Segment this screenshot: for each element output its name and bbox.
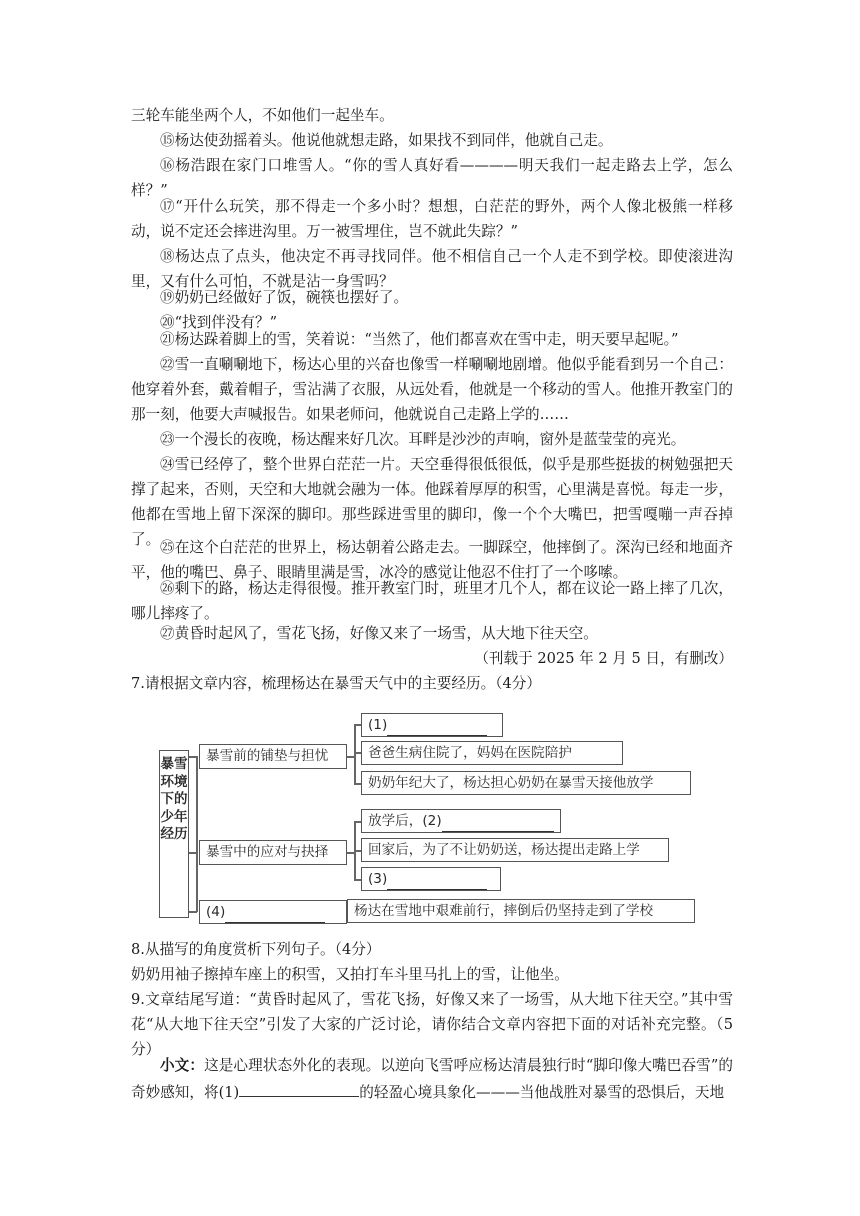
paragraph-17: ⑰“开什么玩笑，那不得走一个多小时？想想，白茫茫的野外，两个人像北极熊一样移动，说不定还会摔进沟里。万一被雪埋住，岂不就此失踪？” <box>131 198 733 240</box>
branch-during-storm: 暴雪中的应对与抉择 <box>199 840 347 865</box>
leaf-struggle-forward: 杨达在雪地中艰难前行，摔倒后仍坚持走到了学校 <box>347 899 695 923</box>
answer-blank-1[interactable] <box>239 1078 359 1097</box>
blank-2-label: 放学后，(2) <box>368 813 442 829</box>
paragraph-15: ⑮杨达使劲摇着头。他说他就想走路，如果找不到同伴，他就自己走。 <box>160 132 613 149</box>
paragraph-16: ⑯杨浩跟在家门口堆雪人。“你的雪人真好看————明天我们一起走路去上学，怎么样？” <box>131 157 733 199</box>
paragraph-20: ⑳“找到伴没有？” <box>160 314 278 331</box>
question-7: 7.请根据文章内容，梳理杨达在暴雪天气中的主要经历。（4分） <box>131 675 541 692</box>
blank-3-line <box>387 873 487 890</box>
paragraph-22: ㉒雪一直唰唰地下，杨达心里的兴奋也像雪一样唰唰地剧增。他似乎能看到另一个自己：他穿着外套，戴着帽子，雪沾满了衣服，从远处看，他就是一个移动的雪人。他推开教室门的那一刻，他要大声喊报告。如果老师问，他就说自己走路上学的…… <box>131 356 733 423</box>
blank-4-line <box>225 906 325 923</box>
blank-1[interactable] <box>361 713 503 737</box>
dialogue-text-b: 的轻盈心境具象化———当他战胜对暴雪的恐惧后，天地 <box>359 1084 725 1101</box>
blank-2[interactable] <box>361 809 561 833</box>
paragraph-26: ㉖剩下的路，杨达走得很慢。推开教室门时，班里才几个人，都在议论一路上摔了几次，哪儿摔疼了。 <box>131 580 733 622</box>
blank-2-line <box>442 815 554 832</box>
diagram-root: 暴雪环境下的少年经历 <box>159 750 189 918</box>
blank-1-label: (1) <box>368 717 388 733</box>
blank-3[interactable] <box>361 867 501 891</box>
leaf-grandma-worry: 奶奶年纪大了，杨达担心奶奶在暴雪天接他放学 <box>361 771 691 795</box>
blank-3-label: (3) <box>368 871 388 887</box>
question-9-dialogue <box>131 1053 733 1105</box>
connector <box>354 724 356 784</box>
paragraph-19: ⑲奶奶已经做好了饭，碗筷也摆好了。 <box>160 289 409 306</box>
paragraph-21: ㉑杨达跺着脚上的雪，笑着说：“当然了，他们都喜欢在雪中走，明天要早起呢。” <box>160 331 679 348</box>
branch-before-storm: 暴雪前的铺垫与担忧 <box>199 744 347 769</box>
leaf-walk-to-school: 回家后，为了不让奶奶送，杨达提出走路上学 <box>361 838 669 862</box>
paragraph-27: ㉗黄昏时起风了，雪花飞扬，好像又来了一场雪，从大地下往天空。 <box>160 625 598 642</box>
paragraph-continuation: 三轮车能坐两个人，不如他们一起坐车。 <box>131 107 394 124</box>
paragraph-24: ㉔雪已经停了，整个世界白茫茫一片。天空垂得很低很低，似乎是那些挺拔的树勉强把天撑了起来，否则，天空和大地就会融为一体。他踩着厚厚的积雪，心里满是喜悦。每走一步，他都在雪地上留下深深的脚印。那些踩进雪里的脚印，像一个个大嘴巴，把雪嘎嘣一声吞掉了。 <box>131 456 733 548</box>
paragraph-23: ㉓一个漫长的夜晚，杨达醒来好几次。耳畔是沙沙的声响，窗外是蓝莹莹的亮光。 <box>160 431 686 448</box>
connector <box>196 756 198 912</box>
dialogue-text-a: 这是心理状态外化的表现。以逆向飞雪呼应杨达清晨独行时“脚印像大嘴巴吞雪”的奇妙感知，将(1) <box>131 1057 733 1101</box>
paragraph-18: ⑱杨达点了点头，他决定不再寻找同伴。他不相信自己一个人走不到学校。即使滚进沟里，又有什么可怕，不就是沾一身雪吗？ <box>131 248 733 290</box>
blank-4[interactable] <box>199 900 347 924</box>
blank-1-line <box>387 719 487 736</box>
paragraph-25: ㉕在这个白茫茫的世界上，杨达朝着公路走去。一脚踩空，他摔倒了。深沟已经和地面齐平，他的嘴巴、鼻子、眼睛里满是雪，冰冷的感觉让他忍不住打了一个哆嗦。 <box>131 539 733 581</box>
question-9: 9.文章结尾写道：“黄昏时起风了，雪花飞扬，好像又来了一场雪，从大地下往天空。”其中雪花“从大地下往天空”引发了大家的广泛讨论，请你结合文章内容把下面的对话补充完整。（5分） <box>131 991 733 1058</box>
source-note: （刊载于 2025 年 2 月 5 日，有删改） <box>474 650 733 667</box>
blank-4-label: (4) <box>206 904 226 920</box>
experience-diagram <box>155 708 700 923</box>
question-8-sentence: 奶奶用袖子擦掉车座上的积雪，又拍打车斗里马扎上的雪，让他坐。 <box>131 966 569 983</box>
question-8: 8.从描写的角度赏析下列句子。（4分） <box>131 941 381 958</box>
leaf-father-hospital: 爸爸生病住院了，妈妈在医院陪护 <box>361 741 623 765</box>
speaker-label: 小文： <box>160 1057 205 1074</box>
